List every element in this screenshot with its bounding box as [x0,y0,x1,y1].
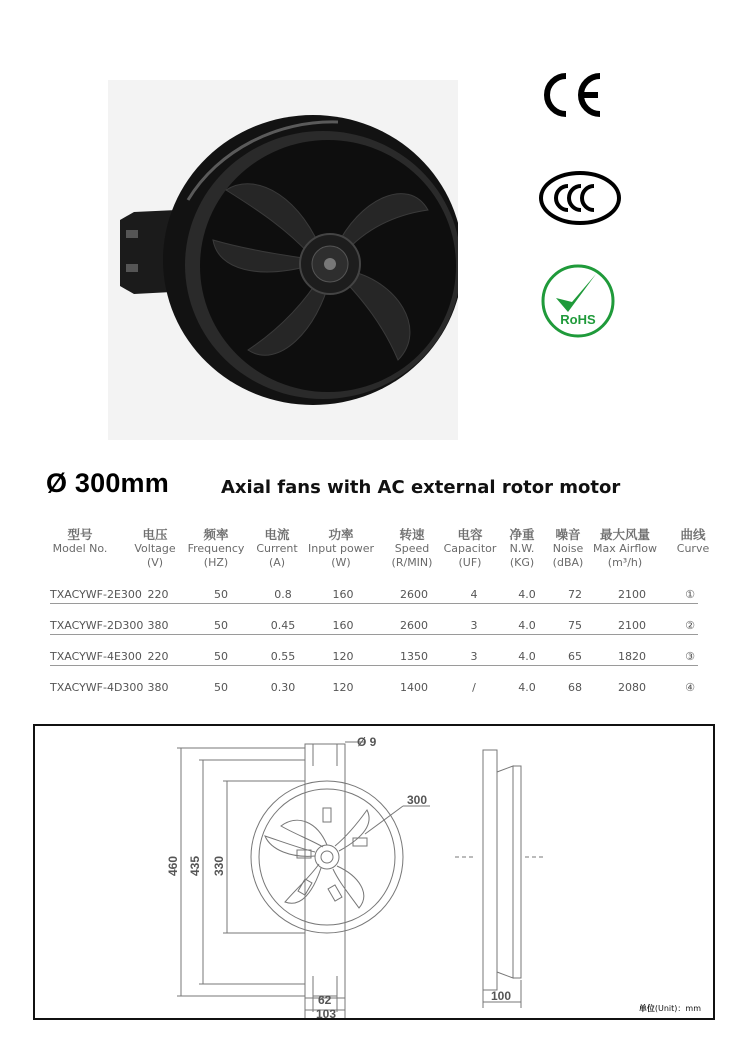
dimension-drawing [33,724,715,1020]
cell-voltage: 220 [147,650,169,663]
cell-max-airflow: 1820 [618,650,646,663]
dim-height-460: 460 [166,855,180,876]
dim-height-330: 330 [212,855,226,876]
svg-text:RoHS: RoHS [560,312,596,327]
cell-model: TXACYWF-2D300 [50,619,144,632]
col-input-power: 功率 Input power (W) [308,527,374,569]
cell-input-power: 120 [332,681,354,694]
cell-noise: 72 [568,588,582,601]
col-model: 型号 Model No. [52,527,108,555]
cell-voltage: 380 [147,681,169,694]
cell-voltage: 220 [147,588,169,601]
cell-curve: ② [685,619,695,632]
col-voltage: 电压 Voltage (V) [134,527,176,569]
cell-input-power: 160 [332,619,354,632]
ce-mark-icon [538,70,604,124]
col-frequency: 频率 Frequency (HZ) [187,527,245,569]
cell-speed: 1350 [400,650,428,663]
size-title: Ø 300mm [46,468,169,498]
unit-note: 单位(Unit)：mm [638,1004,701,1013]
cell-capacitor: 3 [470,650,478,663]
cell-net-weight: 4.0 [518,681,536,694]
table-row [0,650,750,672]
product-photo [108,80,458,440]
cell-current: 0.45 [270,619,296,632]
cell-net-weight: 4.0 [518,619,536,632]
cell-model: TXACYWF-4D300 [50,681,144,694]
dim-width-103: 103 [316,1007,337,1018]
col-speed: 转速 Speed (R/MIN) [391,527,433,569]
row-divider [50,634,698,635]
cell-model: TXACYWF-2E300 [50,588,142,601]
row-divider [50,665,698,666]
cell-noise: 75 [568,619,582,632]
dim-width-62: 62 [318,993,332,1007]
table-row [0,588,750,610]
cell-current: 0.55 [270,650,296,663]
rohs-mark-icon [538,264,618,342]
cell-frequency: 50 [214,650,228,663]
spec-table [0,528,750,698]
cell-net-weight: 4.0 [518,588,536,601]
row-divider [50,603,698,604]
col-current: 电流 Current (A) [256,527,298,569]
col-curve: 曲线 Curve [676,527,710,555]
cell-capacitor: / [472,681,476,694]
cell-speed: 2600 [400,619,428,632]
col-noise: 噪音 Noise (dBA) [552,527,584,569]
cell-speed: 2600 [400,588,428,601]
cell-max-airflow: 2100 [618,588,646,601]
cell-voltage: 380 [147,619,169,632]
cell-input-power: 160 [332,588,354,601]
cell-model: TXACYWF-4E300 [50,650,142,663]
cell-capacitor: 3 [470,619,478,632]
cell-curve: ① [685,588,695,601]
cell-input-power: 120 [332,650,354,663]
table-row [0,619,750,641]
cell-noise: 65 [568,650,582,663]
cell-frequency: 50 [214,588,228,601]
cell-current: 0.30 [270,681,296,694]
series-title: Axial fans with AC external rotor motor [221,477,621,498]
cell-frequency: 50 [214,619,228,632]
cell-curve: ④ [685,681,695,694]
dim-diameter: 300 [407,793,428,807]
col-max-airflow: 最大风量 Max Airflow (m³/h) [593,527,657,569]
table-row [0,681,750,703]
cell-max-airflow: 2100 [618,619,646,632]
col-capacitor: 电容 Capacitor (UF) [443,527,497,569]
dim-hole: Ø 9 [357,735,377,749]
cell-max-airflow: 2080 [618,681,646,694]
dim-depth-100: 100 [491,989,512,1003]
cell-current: 0.8 [274,588,292,601]
dim-height-435: 435 [188,855,202,876]
cell-net-weight: 4.0 [518,650,536,663]
cell-frequency: 50 [214,681,228,694]
ccc-mark-icon [538,170,622,230]
cell-speed: 1400 [400,681,428,694]
cell-curve: ③ [685,650,695,663]
cell-capacitor: 4 [470,588,478,601]
col-net-weight: 净重 N.W. (KG) [509,527,535,569]
cell-noise: 68 [568,681,582,694]
